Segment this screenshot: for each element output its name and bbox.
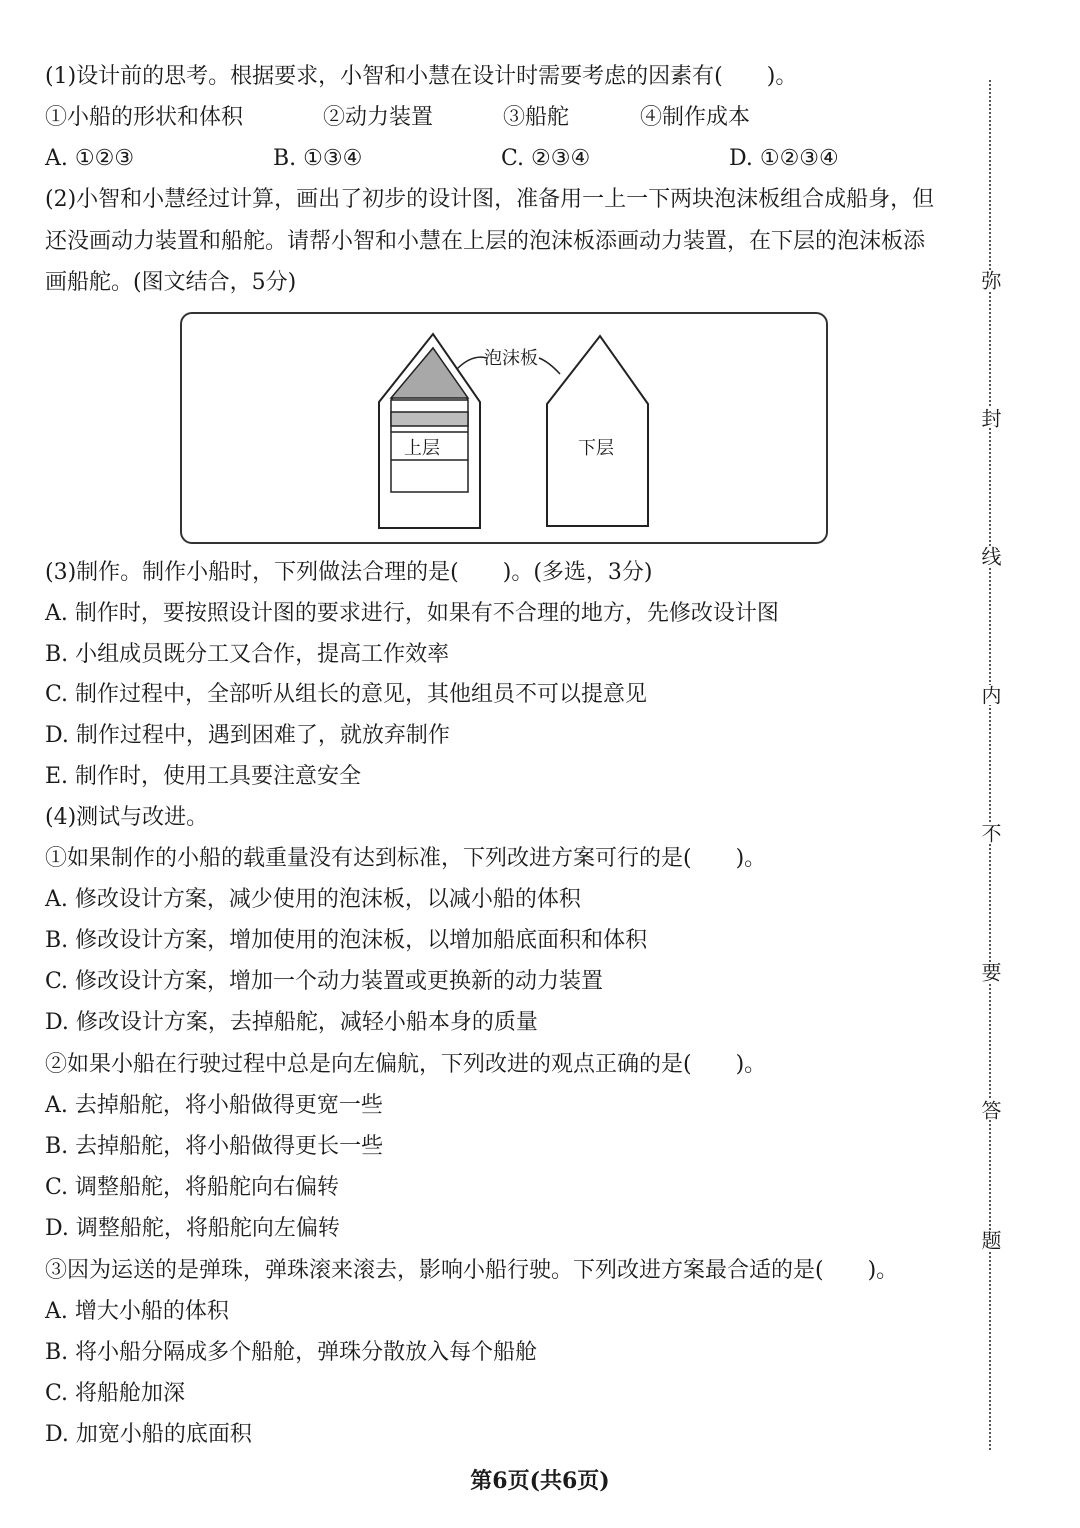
upper-layer-label: 上层 bbox=[404, 438, 440, 459]
foam-leader-line-2 bbox=[539, 358, 560, 374]
q3-stem: (3)制作。制作小船时，下列做法合理的是( )。(多选，3分) bbox=[45, 560, 653, 585]
q2-line-3: 画船舵。(图文结合，5分) bbox=[45, 270, 297, 295]
foam-board-label: 泡沫板 bbox=[484, 348, 538, 369]
binding-char-1: 弥 bbox=[978, 270, 1002, 290]
q2-line-1: (2)小智和小慧经过计算，画出了初步的设计图，准备用一上一下两块泡沫板组合成船身，但 bbox=[45, 187, 935, 212]
q1-choice-a: A. ①②③ bbox=[45, 146, 135, 171]
q1-choice-d: D. ①②③④ bbox=[729, 146, 839, 171]
q1-factor-1: ①小船的形状和体积 bbox=[45, 105, 244, 130]
q4-sub1-option-d: D. 修改设计方案，去掉船舵，减轻小船本身的质量 bbox=[45, 1010, 538, 1035]
page-number: 第6页(共6页) bbox=[470, 1468, 610, 1494]
q1-factors bbox=[45, 103, 965, 133]
q3-option-b: B. 小组成员既分工又合作，提高工作效率 bbox=[45, 642, 450, 667]
q4-sub1-option-b: B. 修改设计方案，增加使用的泡沫板，以增加船底面积和体积 bbox=[45, 928, 648, 953]
q3-option-c: C. 制作过程中，全部听从组长的意见，其他组员不可以提意见 bbox=[45, 682, 648, 707]
q4-sub3-option-a: A. 增大小船的体积 bbox=[45, 1299, 229, 1324]
boat-design-figure bbox=[180, 312, 828, 544]
q1-factor-2: ②动力装置 bbox=[323, 105, 434, 130]
binding-char-6: 要 bbox=[978, 962, 1002, 982]
q1-stem: (1)设计前的思考。根据要求，小智和小慧在设计时需要考虑的因素有( )。 bbox=[45, 64, 798, 89]
q4-sub2-stem: ②如果小船在行驶过程中总是向左偏航，下列改进的观点正确的是( )。 bbox=[45, 1052, 767, 1077]
q4-sub2-option-a: A. 去掉船舵，将小船做得更宽一些 bbox=[45, 1093, 383, 1118]
upper-grey-band bbox=[391, 412, 468, 426]
q4-title: (4)测试与改进。 bbox=[45, 805, 209, 830]
binding-char-8: 题 bbox=[978, 1230, 1002, 1250]
q4-sub1-option-c: C. 修改设计方案，增加一个动力装置或更换新的动力装置 bbox=[45, 969, 604, 994]
lower-layer-label: 下层 bbox=[578, 438, 614, 459]
q1-choices bbox=[45, 144, 965, 174]
q1-choice-c: C. ②③④ bbox=[501, 146, 591, 171]
lower-foam-outline bbox=[547, 336, 648, 526]
q4-sub2-option-b: B. 去掉船舵，将小船做得更长一些 bbox=[45, 1134, 384, 1159]
q4-sub2-option-c: C. 调整船舵，将船舵向右偏转 bbox=[45, 1175, 340, 1200]
q4-sub3-option-d: D. 加宽小船的底面积 bbox=[45, 1422, 252, 1447]
q4-sub1-stem: ①如果制作的小船的载重量没有达到标准，下列改进方案可行的是( )。 bbox=[45, 846, 767, 871]
q1-choice-b: B. ①③④ bbox=[273, 146, 363, 171]
q4-sub2-option-d: D. 调整船舵，将船舵向左偏转 bbox=[45, 1216, 340, 1241]
q4-sub1-option-a: A. 修改设计方案，减少使用的泡沫板，以减小船的体积 bbox=[45, 887, 581, 912]
binding-margin bbox=[975, 80, 1005, 1450]
q4-sub3-option-b: B. 将小船分隔成多个船舱，弹珠分散放入每个船舱 bbox=[45, 1340, 538, 1365]
q1-factor-3: ③船舵 bbox=[503, 105, 570, 130]
q2-line-2: 还没画动力装置和船舵。请帮小智和小慧在上层的泡沫板添画动力装置，在下层的泡沫板添 bbox=[45, 229, 926, 254]
q4-sub3-option-c: C. 将船舱加深 bbox=[45, 1381, 186, 1406]
binding-char-3: 线 bbox=[978, 546, 1002, 566]
binding-char-7: 答 bbox=[978, 1100, 1002, 1120]
q3-option-a: A. 制作时，要按照设计图的要求进行，如果有不合理的地方，先修改设计图 bbox=[45, 601, 779, 626]
q3-option-d: D. 制作过程中，遇到困难了，就放弃制作 bbox=[45, 723, 450, 748]
q3-option-e: E. 制作时，使用工具要注意安全 bbox=[45, 764, 362, 789]
binding-char-2: 封 bbox=[978, 408, 1002, 428]
binding-char-5: 不 bbox=[978, 823, 1002, 843]
q1-factor-4: ④制作成本 bbox=[640, 105, 751, 130]
binding-char-4: 内 bbox=[978, 685, 1002, 705]
foam-leader-line bbox=[457, 357, 487, 369]
q4-sub3-stem: ③因为运送的是弹珠，弹珠滚来滚去，影响小船行驶。下列改进方案最合适的是( )。 bbox=[45, 1258, 899, 1283]
